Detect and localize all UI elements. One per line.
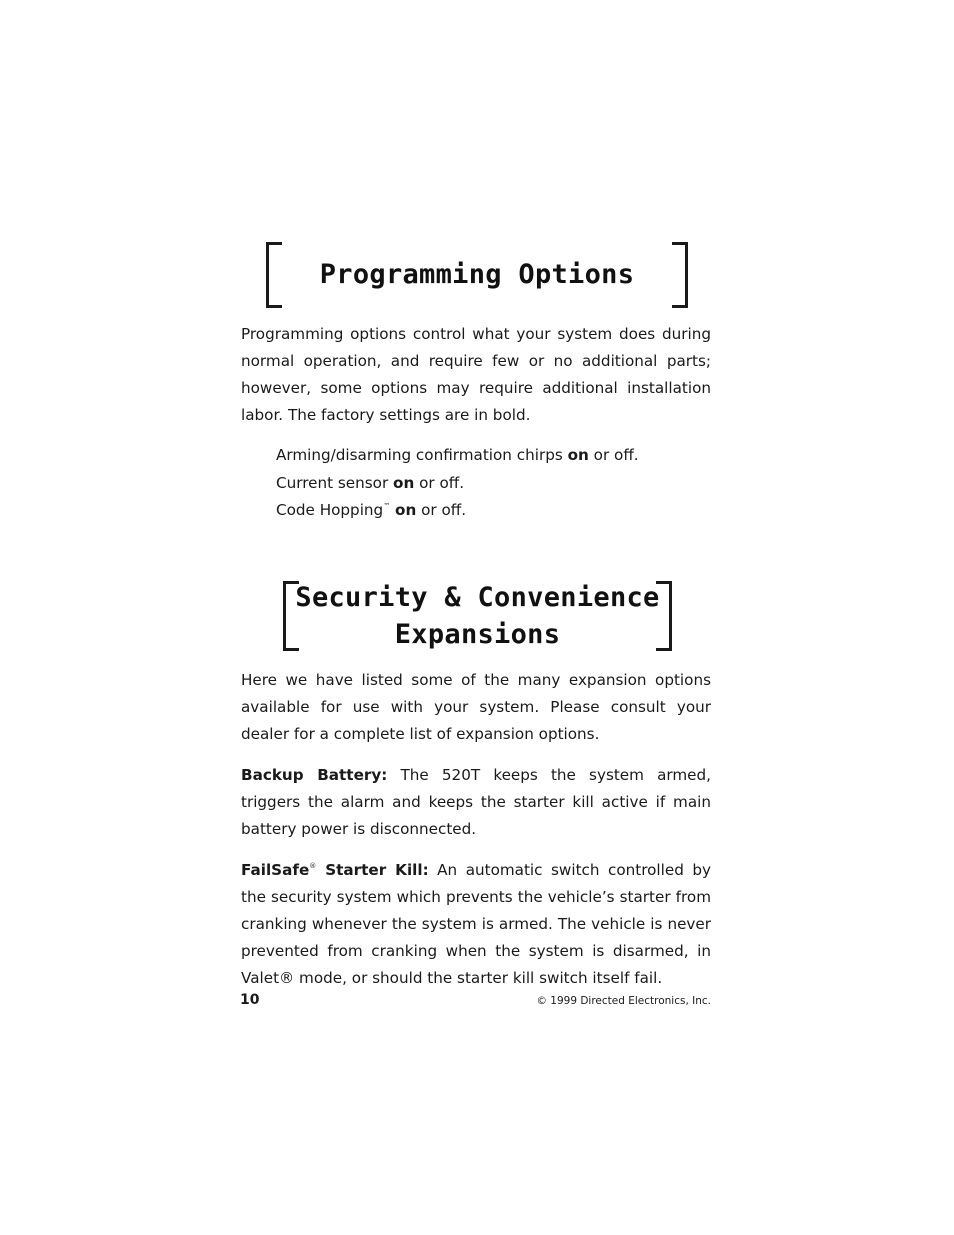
registered-symbol: ® xyxy=(309,862,317,870)
programming-intro-section xyxy=(241,321,711,429)
page-number: 10 xyxy=(240,992,260,1008)
list-item: Code Hopping™ on or off. xyxy=(276,501,467,519)
programming-options-list xyxy=(276,442,639,525)
expansions-heading-box xyxy=(283,581,672,651)
backup-battery-paragraph: Backup Battery: The 520T keeps the system armed, triggers the alarm and keeps the starter kill active if main battery power is disconnected. xyxy=(241,766,711,838)
programming-intro: Programming options control what your system does during normal operation, and require few or no additional parts; however, some options may require additional installation labor. The factory settings are in bold. xyxy=(241,325,711,424)
expansions-body xyxy=(241,667,711,992)
expansions-title-line2: Expansions xyxy=(394,619,561,650)
programming-heading-box xyxy=(266,242,688,308)
failsafe-paragraph: FailSafe® Starter Kill: An automatic switch controlled by the security system which prevents the vehicle’s starter from cranking whenever the system is armed. The vehicle is never prevented from cranking when the system is disarmed, in Valet® mode, or should the starter kill switch itself fail. xyxy=(241,861,712,987)
expansions-intro: Here we have listed some of the many expansion options available for use with your system. Please consult your dealer for a complete list of expansion options. xyxy=(241,671,711,743)
backup-battery-label: Backup Battery: xyxy=(241,766,388,784)
copyright: © 1999 Directed Electronics, Inc. xyxy=(536,995,711,1007)
programming-title: Programming Options xyxy=(319,259,635,290)
trademark-symbol: ™ xyxy=(383,502,391,510)
failsafe-label: FailSafe xyxy=(241,861,310,879)
list-item: Current sensor on or off. xyxy=(276,473,465,492)
list-item: Arming/disarming confirmation chirps on or off. xyxy=(276,446,639,464)
expansions-title-line1: Security & Convenience xyxy=(295,582,660,613)
